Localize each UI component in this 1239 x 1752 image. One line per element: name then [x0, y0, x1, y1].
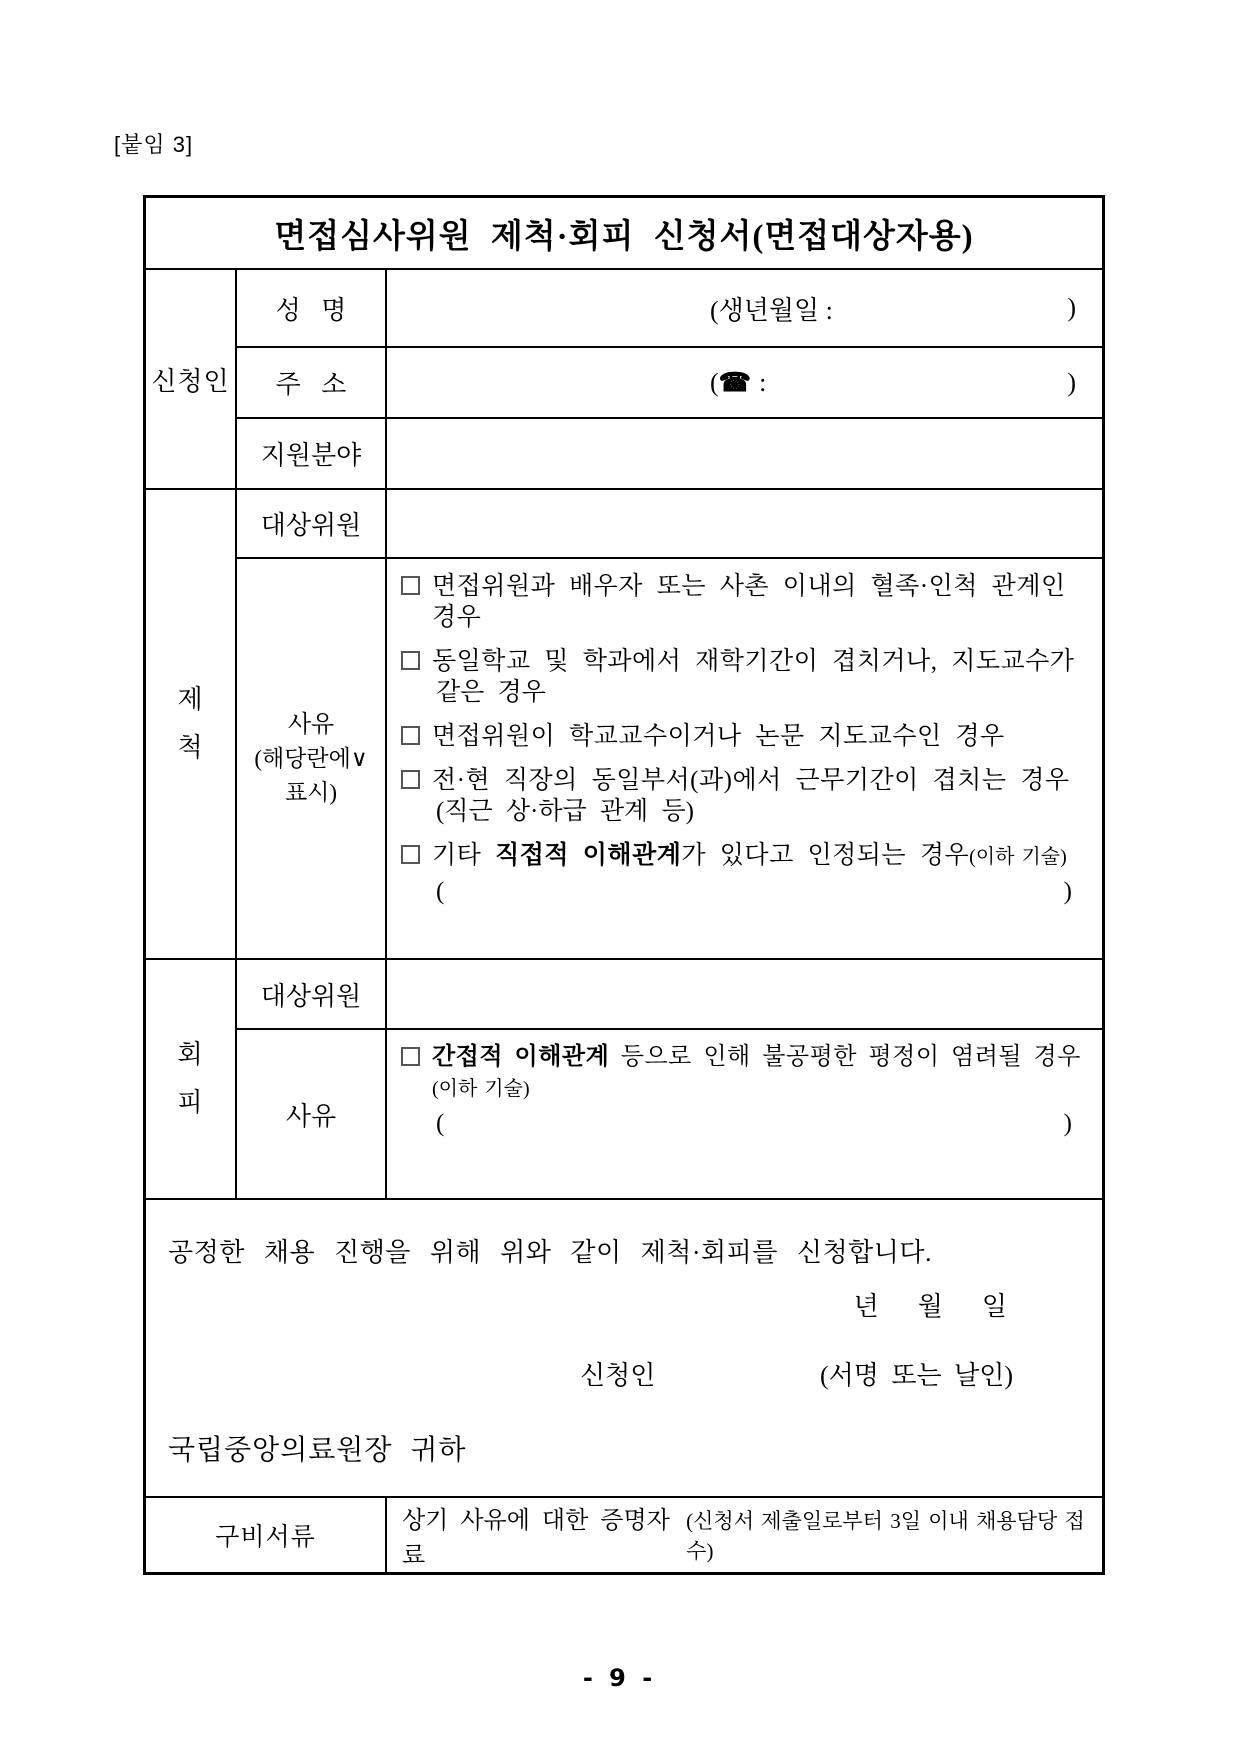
- address-field: [385, 346, 1102, 417]
- exclusion-target-field: [385, 488, 1102, 557]
- closing-section: [146, 1198, 1102, 1496]
- exclusion-option-4-wrap: (직근 상·하급 관계 등): [436, 798, 694, 825]
- attachment-label: [붙임 3]: [114, 132, 194, 157]
- checkbox-icon[interactable]: [401, 651, 420, 670]
- name-field: [385, 268, 1102, 346]
- exclusion-option-2: 동일학교 및 학과에서 재학기간이 겹치거나, 지도교수가: [401, 646, 1102, 677]
- checkbox-icon[interactable]: [401, 1047, 420, 1066]
- form-title: 면접심사위원 제척·회피 신청서(면접대상자용): [274, 218, 974, 255]
- signature-note: (서명 또는 날인): [819, 1361, 1013, 1390]
- application-field-value: [385, 417, 1102, 488]
- page-number: - 9 -: [582, 1664, 657, 1692]
- exclusion-option-5-writein: ( ): [436, 878, 1072, 905]
- applicant-group-label: 신청인: [146, 268, 235, 488]
- exclusion-option-4: 전·현 직장의 동일부서(과)에서 근무기간이 겹치는 경우: [401, 765, 1102, 796]
- recusal-option-1-writein: ( ): [436, 1110, 1072, 1137]
- name-label: 성 명: [235, 268, 385, 346]
- exclusion-option-3: 면접위원이 학교교수이거나 논문 지도교수인 경우: [401, 721, 1102, 752]
- exclusion-group-label: 제 척: [146, 488, 235, 958]
- documents-content: 상기 사유에 대한 증명자료 (신청서 제출일로부터 3일 이내 채용담당 접수): [385, 1496, 1102, 1572]
- recusal-application-form: [143, 195, 1105, 1575]
- birthdate-field: (생년월일 : ): [710, 293, 1076, 325]
- exclusion-reason-label: 사유 (해당란에∨ 표시): [235, 557, 385, 958]
- recipient-line: 국립중앙의료원장 귀하: [168, 1435, 467, 1466]
- address-label: 주 소: [235, 346, 385, 417]
- checkbox-icon[interactable]: [401, 576, 420, 595]
- exclusion-reason-options: [385, 557, 1102, 958]
- telephone-icon: ☎: [718, 367, 752, 397]
- checkbox-icon[interactable]: [401, 845, 420, 864]
- checkbox-icon[interactable]: [401, 726, 420, 745]
- exclusion-option-2-wrap: 같은 경우: [436, 679, 546, 706]
- recusal-target-field: [385, 958, 1102, 1028]
- recusal-reason-options: [385, 1028, 1102, 1198]
- closing-statement: 공정한 채용 진행을 위해 위와 같이 제척·회피를 신청합니다.: [168, 1238, 932, 1267]
- application-field-label: 지원분야: [235, 417, 385, 488]
- recusal-group-label: 회 피: [146, 958, 235, 1198]
- date-line: 년 월 일: [853, 1292, 1007, 1321]
- exclusion-target-label: 대상위원: [235, 488, 385, 557]
- signer-label: 신청인: [580, 1361, 656, 1390]
- checkbox-icon[interactable]: [401, 770, 420, 789]
- exclusion-option-1: 면접위원과 배우자 또는 사촌 이내의 혈족·인척 관계인 경우: [401, 571, 1102, 633]
- recusal-option-1: 간접적 이해관계 등으로 인해 불공평한 평정이 염려될 경우(이하 기술): [401, 1042, 1102, 1105]
- recusal-target-label: 대상위원: [235, 958, 385, 1028]
- phone-field: ( ☎ : ): [710, 367, 1076, 397]
- documents-label: 구비서류: [146, 1496, 385, 1572]
- exclusion-option-5: 기타 직접적 이해관계가 있다고 인정되는 경우(이하 기술): [401, 840, 1102, 873]
- recusal-reason-label: 사유: [235, 1028, 385, 1198]
